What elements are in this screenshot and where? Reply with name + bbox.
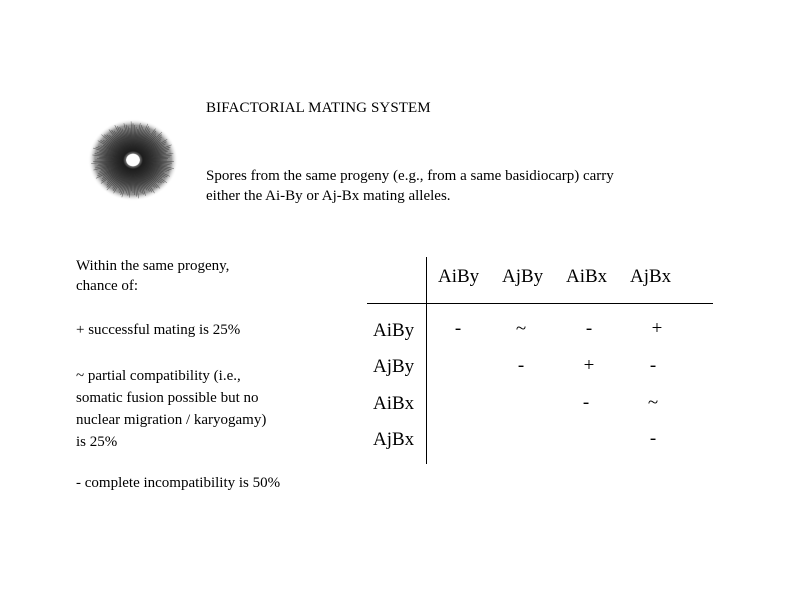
table-cell: - — [582, 392, 590, 413]
column-header: AiBx — [566, 266, 608, 287]
legend-tilde-line: nuclear migration / karyogamy) — [76, 412, 267, 428]
table-row-divider — [426, 257, 427, 464]
legend-tilde-line: ~ partial compatibility (i.e., — [76, 368, 241, 384]
description-line: Spores from the same progeny (e.g., from a same basidiocarp) carry — [206, 168, 614, 184]
row-header: AjBy — [373, 356, 415, 377]
page-title: BIFACTORIAL MATING SYSTEM — [206, 100, 431, 116]
row-header: AiBx — [373, 393, 415, 414]
table-cell: - — [585, 318, 593, 339]
table-cell: - — [517, 355, 525, 376]
table-cell: + — [583, 355, 595, 376]
row-header: AiBy — [373, 320, 415, 341]
table-cell: - — [454, 318, 462, 339]
table-cell: - — [649, 355, 657, 376]
legend-plus: + successful mating is 25% — [76, 322, 241, 338]
column-header: AjBy — [502, 266, 544, 287]
spore-print-image — [86, 117, 180, 203]
table-cell: ~ — [647, 392, 659, 413]
column-header: AiBy — [438, 266, 480, 287]
legend-minus: - complete incompatibility is 50% — [76, 475, 281, 491]
table-cell: + — [651, 318, 663, 339]
table-cell: ~ — [515, 318, 527, 339]
description — [206, 166, 726, 206]
legend-intro-line: chance of: — [76, 278, 139, 294]
legend-intro — [76, 256, 229, 296]
table-header-divider — [367, 303, 713, 304]
column-header: AjBx — [630, 266, 672, 287]
legend-intro-line: Within the same progeny, — [76, 258, 230, 274]
description-line: either the Ai-By or Aj-Bx mating alleles. — [206, 188, 451, 204]
row-header: AjBx — [373, 429, 415, 450]
table-cell: - — [649, 428, 657, 449]
legend-tilde-line: somatic fusion possible but no — [76, 390, 259, 406]
legend-tilde-line: is 25% — [76, 434, 118, 450]
legend-tilde — [76, 365, 336, 453]
